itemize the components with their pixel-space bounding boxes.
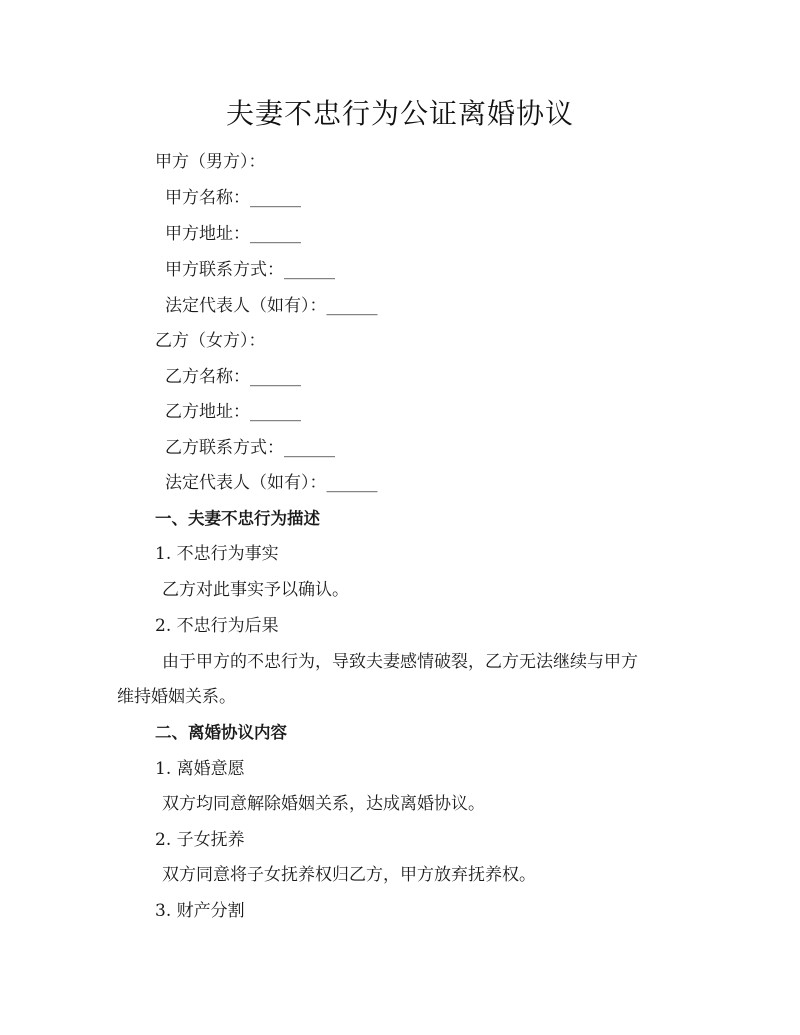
section-1-item-2-title: 2. 不忠行为后果 xyxy=(155,616,279,636)
party-a-contact: 甲方联系方式：______ xyxy=(165,260,335,280)
section-1-item-1-text: 乙方对此事实予以确认。 xyxy=(162,580,349,600)
party-a-representative: 法定代表人（如有）：______ xyxy=(165,296,378,316)
section-1-item-1-title: 1. 不忠行为事实 xyxy=(155,544,279,564)
section-1-heading: 一、夫妻不忠行为描述 xyxy=(155,509,320,528)
section-2-item-1-text: 双方均同意解除婚姻关系，达成离婚协议。 xyxy=(162,794,485,814)
party-a-name: 甲方名称：______ xyxy=(165,188,301,208)
section-1-item-2-text-line-2: 维持婚姻关系。 xyxy=(117,687,236,707)
party-b-header: 乙方（女方）： xyxy=(155,331,266,351)
document-title: 夫妻不忠行为公证离婚协议 xyxy=(225,97,574,130)
party-b-address: 乙方地址：______ xyxy=(165,402,301,422)
section-1-item-2-text-line-1: 由于甲方的不忠行为，导致夫妻感情破裂，乙方无法继续与甲方 xyxy=(162,652,638,672)
party-b-contact: 乙方联系方式：______ xyxy=(165,438,335,458)
party-b-name: 乙方名称：______ xyxy=(165,367,301,387)
section-2-item-2-text: 双方同意将子女抚养权归乙方，甲方放弃抚养权。 xyxy=(162,865,536,885)
party-a-header: 甲方（男方）： xyxy=(155,152,266,172)
section-2-item-2-title: 2. 子女抚养 xyxy=(155,830,245,850)
party-b-representative: 法定代表人（如有）：______ xyxy=(165,473,378,493)
section-2-heading: 二、离婚协议内容 xyxy=(155,723,287,742)
section-2-item-1-title: 1. 离婚意愿 xyxy=(155,759,245,779)
party-a-address: 甲方地址：______ xyxy=(165,224,301,244)
section-2-item-3-title: 3. 财产分割 xyxy=(155,901,245,921)
